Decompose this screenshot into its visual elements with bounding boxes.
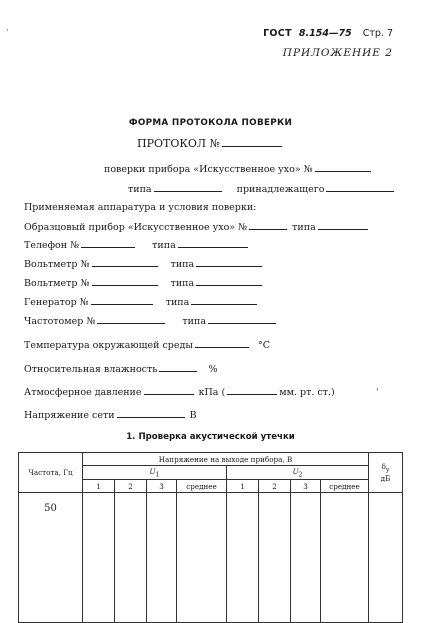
page-number: Стр. 7 bbox=[362, 28, 393, 39]
equipment-label: Вольтметр № bbox=[24, 259, 90, 270]
u2-header bbox=[227, 466, 369, 480]
equipment-type-blank[interactable] bbox=[196, 276, 262, 286]
equipment-number-blank[interactable] bbox=[249, 220, 287, 230]
equipment-row bbox=[24, 257, 264, 270]
col-header: 3 bbox=[291, 480, 321, 493]
device-type-blank[interactable] bbox=[154, 182, 222, 192]
u1-subscript: 1 bbox=[155, 471, 160, 479]
col-header: 2 bbox=[115, 480, 147, 493]
voltage-label: Напряжение сети bbox=[24, 410, 115, 421]
equipment-label: Образцовый прибор «Искусственное ухо» № bbox=[24, 222, 248, 233]
u2-subscript: 2 bbox=[298, 471, 303, 479]
pressure-line bbox=[24, 385, 335, 398]
voltage-line bbox=[24, 408, 197, 421]
humidity-blank[interactable] bbox=[159, 362, 197, 372]
voltage-blank[interactable] bbox=[117, 408, 185, 418]
equipment-type-label: типа bbox=[170, 278, 195, 289]
scan-dot: ' bbox=[376, 388, 379, 398]
delta-header bbox=[369, 453, 403, 493]
u1-header bbox=[83, 466, 227, 480]
pressure-mmhg-blank[interactable] bbox=[227, 385, 277, 395]
equipment-type-label: типа bbox=[152, 240, 176, 251]
equipment-row bbox=[24, 220, 370, 233]
u1-symbol: U bbox=[149, 466, 156, 476]
humidity-line bbox=[24, 362, 218, 375]
device-number-blank[interactable] bbox=[315, 162, 371, 172]
col-header: среднее bbox=[177, 480, 227, 493]
equipment-heading: Применяемая аппаратура и условия поверки: bbox=[24, 202, 257, 213]
u2-symbol: U bbox=[292, 466, 299, 476]
owner-blank[interactable] bbox=[326, 182, 394, 192]
equipment-number-blank[interactable] bbox=[97, 314, 165, 324]
equipment-type-label: типа bbox=[292, 222, 316, 233]
equipment-number-blank[interactable] bbox=[81, 238, 135, 248]
frequency-header: Частота, Гц bbox=[19, 453, 83, 493]
owner-label: принадлежащего bbox=[236, 184, 325, 195]
type-owner-line bbox=[128, 182, 396, 195]
cell-blank[interactable] bbox=[177, 493, 227, 623]
voltage-unit: В bbox=[189, 410, 197, 421]
cell-blank[interactable] bbox=[227, 493, 259, 623]
humidity-unit: % bbox=[208, 364, 218, 375]
type-label: типа bbox=[128, 184, 152, 195]
verify-line bbox=[104, 162, 373, 175]
voltage-header: Напряжение на выходе прибора, В bbox=[83, 453, 369, 466]
col-header: 2 bbox=[259, 480, 291, 493]
appendix-label: ПРИЛОЖЕНИЕ 2 bbox=[282, 47, 393, 59]
cell-blank[interactable] bbox=[259, 493, 291, 623]
cell-blank[interactable] bbox=[83, 493, 115, 623]
scan-dot: · bbox=[6, 26, 9, 36]
table-row bbox=[19, 493, 403, 623]
equipment-type-blank[interactable] bbox=[196, 257, 262, 267]
protocol-title-text: ПРОТОКОЛ № bbox=[137, 137, 220, 150]
cell-blank[interactable] bbox=[291, 493, 321, 623]
standard-label: ГОСТ bbox=[263, 28, 292, 39]
form-title: ФОРМА ПРОТОКОЛА ПОВЕРКИ bbox=[128, 118, 293, 128]
cell-blank[interactable] bbox=[369, 493, 403, 623]
frequency-value: 50 bbox=[19, 493, 83, 623]
pressure-kpa-blank[interactable] bbox=[144, 385, 194, 395]
col-header: 3 bbox=[147, 480, 177, 493]
acoustic-leak-table bbox=[18, 452, 403, 623]
equipment-row bbox=[24, 238, 250, 251]
delta-subscript: у bbox=[385, 466, 390, 474]
delta-symbol: δ bbox=[381, 462, 386, 472]
equipment-type-blank[interactable] bbox=[191, 295, 257, 305]
equipment-number-blank[interactable] bbox=[91, 295, 153, 305]
equipment-row bbox=[24, 295, 259, 308]
protocol-number-blank[interactable] bbox=[222, 137, 282, 147]
equipment-type-blank[interactable] bbox=[178, 238, 248, 248]
equipment-label: Генератор № bbox=[24, 297, 89, 308]
temperature-label: Температура окружающей среды bbox=[24, 340, 193, 351]
cell-blank[interactable] bbox=[147, 493, 177, 623]
equipment-row bbox=[24, 276, 264, 289]
equipment-row bbox=[24, 314, 278, 327]
temperature-line bbox=[24, 338, 270, 351]
page-header bbox=[263, 28, 393, 39]
equipment-label: Телефон № bbox=[24, 240, 80, 251]
equipment-type-blank[interactable] bbox=[208, 314, 276, 324]
standard-number: 8.154—75 bbox=[298, 28, 352, 39]
equipment-label: Частотомер № bbox=[24, 316, 96, 327]
pressure-unit-kpa: кПа ( bbox=[198, 387, 226, 398]
cell-blank[interactable] bbox=[115, 493, 147, 623]
col-header: среднее bbox=[321, 480, 369, 493]
delta-unit: дБ bbox=[380, 473, 391, 483]
pressure-unit-mmhg: мм. рт. ст.) bbox=[279, 387, 335, 398]
col-header: 1 bbox=[227, 480, 259, 493]
humidity-label: Относительная влажность bbox=[24, 364, 158, 375]
pressure-label: Атмосферное давление bbox=[24, 387, 142, 398]
protocol-title bbox=[0, 137, 421, 150]
equipment-number-blank[interactable] bbox=[92, 276, 158, 286]
temperature-unit: °С bbox=[257, 340, 270, 351]
col-header: 1 bbox=[83, 480, 115, 493]
equipment-label: Вольтметр № bbox=[24, 278, 90, 289]
equipment-number-blank[interactable] bbox=[92, 257, 158, 267]
equipment-type-label: типа bbox=[170, 259, 195, 270]
temperature-blank[interactable] bbox=[195, 338, 249, 348]
equipment-type-blank[interactable] bbox=[318, 220, 368, 230]
section-title: 1. Проверка акустической утечки bbox=[126, 432, 295, 442]
equipment-type-label: типа bbox=[182, 316, 207, 327]
verify-label: поверки прибора «Искусственное ухо» № bbox=[104, 164, 313, 175]
equipment-type-label: типа bbox=[165, 297, 190, 308]
cell-blank[interactable] bbox=[321, 493, 369, 623]
